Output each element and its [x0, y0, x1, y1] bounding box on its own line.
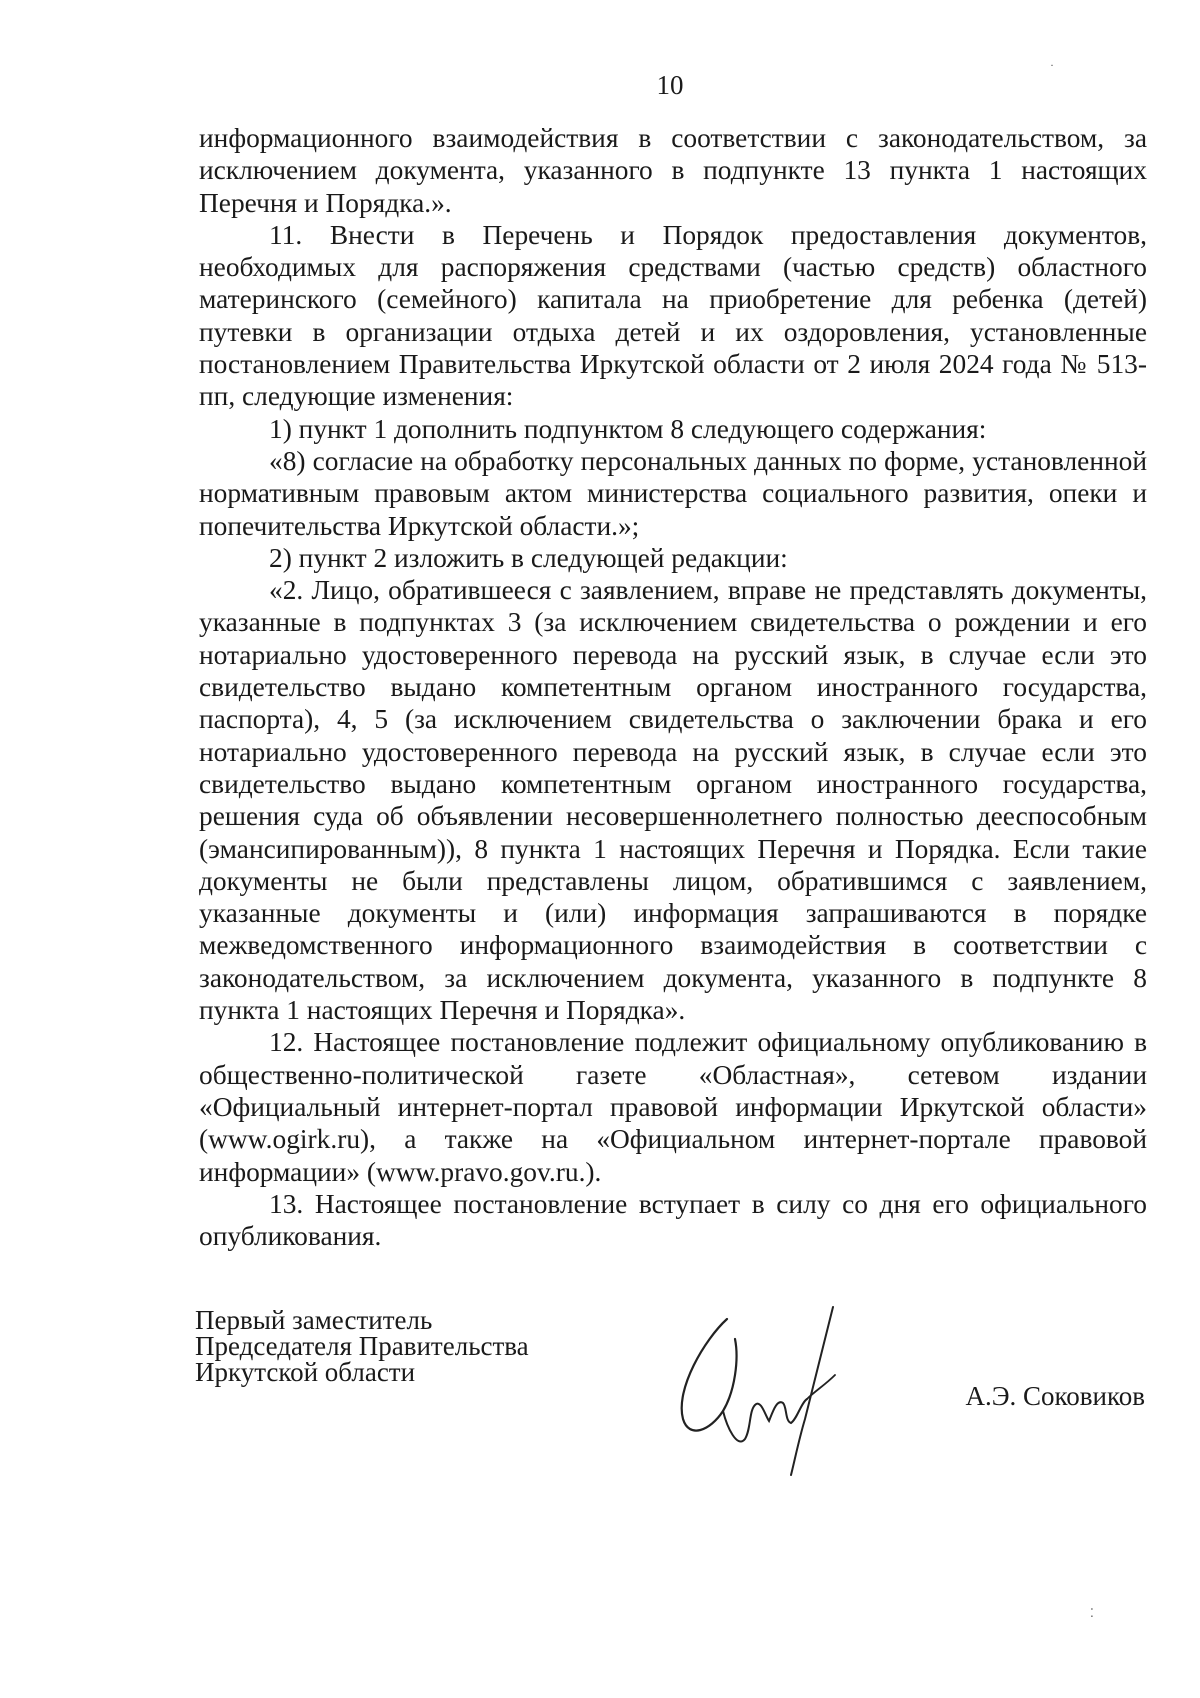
scan-speck: ·: [1050, 58, 1054, 72]
page-number: 10: [656, 70, 684, 100]
scan-speck: ⁚: [1090, 1606, 1094, 1620]
signer-title-line: Первый заместитель: [195, 1305, 433, 1335]
paragraph-subitem-1: 1) пункт 1 дополнить подпунктом 8 следующего содержания:: [269, 413, 987, 444]
signer-title: [195, 1307, 529, 1385]
paragraph-quote-8: «8) согласие на обработку персональных данных по форме, установленной нормативным правовым актом министерства социального развития, опеки и попечительства Иркутской области.»;: [199, 445, 1147, 541]
signer-name: А.Э. Соковиков: [965, 1381, 1145, 1411]
document-body: [199, 122, 1147, 1252]
paragraph-item-12: 12. Настоящее постановление подлежит официальному опубликованию в общественно-политической газете «Областная», сетевом издании «Официальный интернет-портал правовой информации Иркутской области» (www.ogirk.ru), а также на «Официальном интернет-портале правовой информации» (www.pravo.gov.ru.).: [199, 1027, 1147, 1187]
signer-title-line: Иркутской области: [195, 1357, 416, 1387]
paragraph-item-13: 13. Настоящее постановление вступает в силу со дня его официального опубликования.: [199, 1188, 1147, 1252]
paragraph-item-11: 11. Внести в Перечень и Порядок предоставления документов, необходимых для распоряжения средствами (частью средств) областного материнского (семейного) капитала на приобретение для ребенка (детей) путевки в организации отдыха детей и их оздоровления, установленные постановлением Правительства Иркутской области от 2 июля 2024 года № 513-пп, следующие изменения:: [199, 219, 1147, 412]
paragraph-quote-2: «2. Лицо, обратившееся с заявлением, вправе не представлять документы, указанные в подпунктах 3 (за исключением свидетельства о рождении и его нотариально удостоверенного перевода на русский язык, в случае если это свидетельство выдано компетентным органом иностранного государства, паспорта), 4, 5 (за исключением свидетельства о заключении брака и его нотариально удостоверенного перевода на русский язык, в случае если это свидетельство выдано компетентным органом иностранного государства, решения суда об объявлении несовершеннолетнего полностью дееспособным (эмансипированным)), 8 пункта 1 настоящих Перечня и Порядка. Если такие документы не были представлены лицом, обратившимся с заявлением, указанные документы и (или) информация запрашиваются в порядке межведомственного информационного взаимодействия в соответствии с законодательством, за исключением документа, указанного в подпункте 8 пункта 1 настоящих Перечня и Порядка».: [199, 575, 1147, 1026]
paragraph-subitem-2: 2) пункт 2 изложить в следующей редакции:: [269, 542, 788, 573]
handwritten-signature: [665, 1299, 865, 1479]
signer-title-line: Председателя Правительства: [195, 1331, 529, 1361]
paragraph-continuation: информационного взаимодействия в соответствии с законодательством, за исключением документа, указанного в подпункте 13 пункта 1 настоящих Перечня и Порядка.».: [199, 123, 1147, 218]
signature-block: [195, 1307, 1155, 1507]
